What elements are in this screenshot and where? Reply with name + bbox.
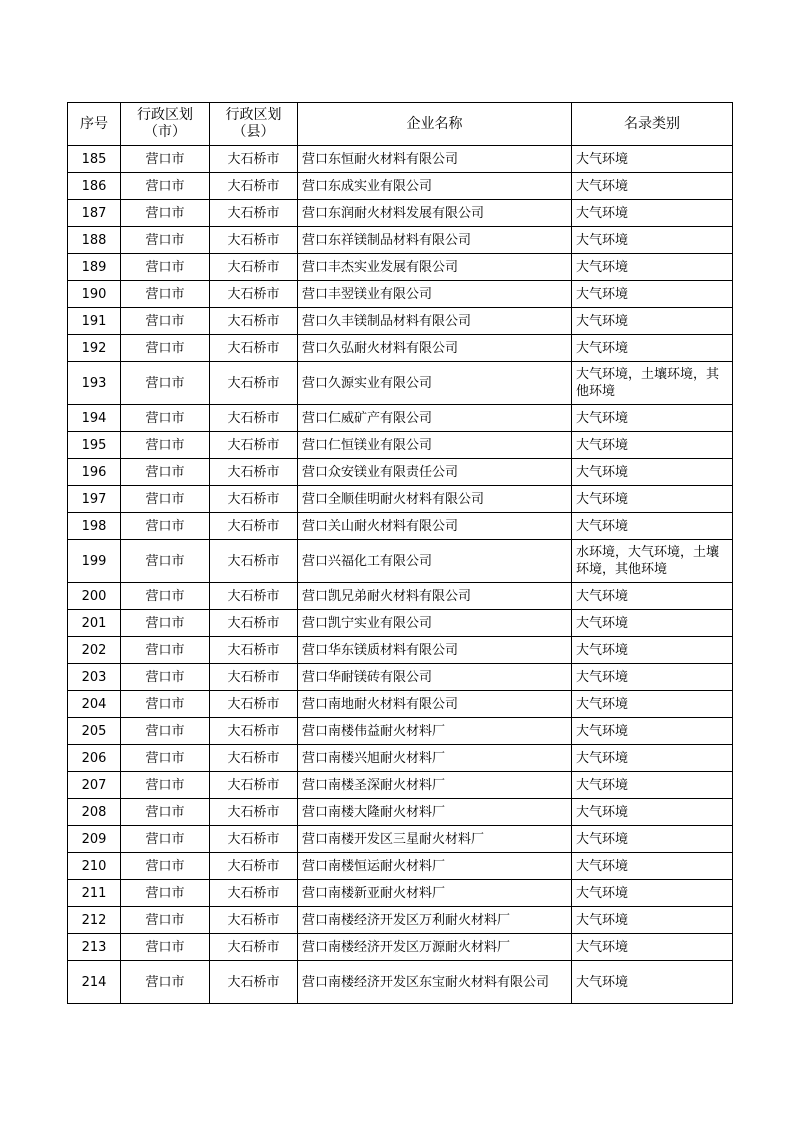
enterprise-name-cell: 营口南地耐火材料有限公司 [298,691,572,718]
serial-number-cell: 186 [68,173,121,200]
serial-number-cell: 199 [68,540,121,583]
admin-city-cell: 营口市 [121,362,210,405]
list-category-cell: 大气环境 [572,281,733,308]
list-category-cell: 大气环境 [572,308,733,335]
admin-county-cell: 大石桥市 [210,799,298,826]
admin-county-cell: 大石桥市 [210,745,298,772]
serial-number-cell: 214 [68,961,121,1004]
serial-number-cell: 201 [68,610,121,637]
table-header-row [68,103,733,146]
admin-city-cell: 营口市 [121,826,210,853]
admin-city-cell: 营口市 [121,227,210,254]
serial-number-cell: 195 [68,432,121,459]
table-row [68,853,733,880]
admin-county-cell: 大石桥市 [210,880,298,907]
admin-city-cell: 营口市 [121,745,210,772]
admin-county-cell: 大石桥市 [210,583,298,610]
list-category-cell: 大气环境 [572,826,733,853]
admin-county-cell: 大石桥市 [210,362,298,405]
enterprise-name-cell: 营口凯宁实业有限公司 [298,610,572,637]
admin-county-cell: 大石桥市 [210,513,298,540]
table-row [68,513,733,540]
admin-county-cell: 大石桥市 [210,432,298,459]
table-row [68,540,733,583]
table-row [68,254,733,281]
table-row [68,772,733,799]
admin-county-cell: 大石桥市 [210,254,298,281]
serial-number-cell: 205 [68,718,121,745]
list-category-cell: 大气环境 [572,227,733,254]
admin-county-cell: 大石桥市 [210,200,298,227]
admin-city-cell: 营口市 [121,907,210,934]
admin-county-cell: 大石桥市 [210,227,298,254]
table-row [68,745,733,772]
serial-number-cell: 190 [68,281,121,308]
admin-county-cell: 大石桥市 [210,772,298,799]
header-admin-county-line1: 行政区划 [225,107,282,123]
serial-number-cell: 187 [68,200,121,227]
admin-county-cell: 大石桥市 [210,610,298,637]
enterprise-name-cell: 营口华东镁质材料有限公司 [298,637,572,664]
admin-city-cell: 营口市 [121,254,210,281]
table-row [68,432,733,459]
admin-county-cell: 大石桥市 [210,308,298,335]
list-category-cell: 大气环境 [572,961,733,1004]
admin-county-cell: 大石桥市 [210,146,298,173]
admin-county-cell: 大石桥市 [210,934,298,961]
table-row [68,227,733,254]
enterprise-name-cell: 营口东恒耐火材料有限公司 [298,146,572,173]
enterprise-name-cell: 营口久源实业有限公司 [298,362,572,405]
table-row [68,664,733,691]
enterprise-name-cell: 营口南楼开发区三星耐火材料厂 [298,826,572,853]
list-category-cell: 大气环境 [572,718,733,745]
list-category-cell: 大气环境 [572,610,733,637]
admin-county-cell: 大石桥市 [210,281,298,308]
admin-city-cell: 营口市 [121,880,210,907]
list-category-cell: 大气环境 [572,335,733,362]
table-body [68,146,733,1004]
serial-number-cell: 189 [68,254,121,281]
serial-number-cell: 207 [68,772,121,799]
list-category-cell: 大气环境 [572,691,733,718]
header-admin-county-line2: （县） [232,124,275,140]
enterprise-name-cell: 营口南楼经济开发区万利耐火材料厂 [298,907,572,934]
admin-county-cell: 大石桥市 [210,173,298,200]
enterprise-name-cell: 营口华耐镁砖有限公司 [298,664,572,691]
serial-number-cell: 197 [68,486,121,513]
table-row [68,907,733,934]
admin-county-cell: 大石桥市 [210,335,298,362]
list-category-cell: 大气环境，土壤环境，其他环境 [572,362,733,405]
serial-number-cell: 206 [68,745,121,772]
enterprise-name-cell: 营口南楼大隆耐火材料厂 [298,799,572,826]
enterprise-name-cell: 营口仁威矿产有限公司 [298,405,572,432]
enterprise-name-cell: 营口东润耐火材料发展有限公司 [298,200,572,227]
admin-county-cell: 大石桥市 [210,691,298,718]
admin-city-cell: 营口市 [121,200,210,227]
admin-city-cell: 营口市 [121,281,210,308]
list-category-cell: 大气环境 [572,799,733,826]
table-row [68,146,733,173]
list-category-cell: 大气环境 [572,745,733,772]
admin-county-cell: 大石桥市 [210,664,298,691]
serial-number-cell: 210 [68,853,121,880]
table-row [68,281,733,308]
admin-city-cell: 营口市 [121,308,210,335]
table-row [68,335,733,362]
enterprise-name-cell: 营口丰翌镁业有限公司 [298,281,572,308]
serial-number-cell: 198 [68,513,121,540]
serial-number-cell: 211 [68,880,121,907]
table-row [68,691,733,718]
table-row [68,486,733,513]
serial-number-cell: 204 [68,691,121,718]
admin-county-cell: 大石桥市 [210,486,298,513]
list-category-cell: 大气环境 [572,405,733,432]
admin-city-cell: 营口市 [121,335,210,362]
admin-city-cell: 营口市 [121,799,210,826]
admin-city-cell: 营口市 [121,772,210,799]
table-row [68,826,733,853]
serial-number-cell: 209 [68,826,121,853]
serial-number-cell: 192 [68,335,121,362]
serial-number-cell: 212 [68,907,121,934]
list-category-cell: 大气环境 [572,173,733,200]
table-row [68,200,733,227]
list-category-cell: 大气环境 [572,254,733,281]
serial-number-cell: 193 [68,362,121,405]
enterprise-name-cell: 营口南楼经济开发区万源耐火材料厂 [298,934,572,961]
admin-city-cell: 营口市 [121,459,210,486]
enterprise-name-cell: 营口仁恒镁业有限公司 [298,432,572,459]
list-category-cell: 大气环境 [572,880,733,907]
admin-county-cell: 大石桥市 [210,637,298,664]
admin-city-cell: 营口市 [121,961,210,1004]
enterprise-name-cell: 营口凯兄弟耐火材料有限公司 [298,583,572,610]
list-category-cell: 大气环境 [572,637,733,664]
admin-county-cell: 大石桥市 [210,459,298,486]
admin-city-cell: 营口市 [121,691,210,718]
serial-number-cell: 200 [68,583,121,610]
admin-county-cell: 大石桥市 [210,961,298,1004]
header-serial-number: 序号 [68,103,121,146]
list-category-cell: 大气环境 [572,907,733,934]
serial-number-cell: 188 [68,227,121,254]
table-row [68,934,733,961]
list-category-cell: 大气环境 [572,432,733,459]
table-row [68,583,733,610]
header-list-category: 名录类别 [572,103,733,146]
serial-number-cell: 203 [68,664,121,691]
admin-city-cell: 营口市 [121,637,210,664]
serial-number-cell: 202 [68,637,121,664]
table-row [68,880,733,907]
serial-number-cell: 194 [68,405,121,432]
serial-number-cell: 185 [68,146,121,173]
table-row [68,799,733,826]
enterprise-name-cell: 营口东祥镁制品材料有限公司 [298,227,572,254]
list-category-cell: 大气环境 [572,853,733,880]
admin-city-cell: 营口市 [121,540,210,583]
table-row [68,173,733,200]
enterprise-name-cell: 营口丰杰实业发展有限公司 [298,254,572,281]
enterprise-name-cell: 营口关山耐火材料有限公司 [298,513,572,540]
admin-city-cell: 营口市 [121,718,210,745]
table-row [68,610,733,637]
list-category-cell: 大气环境 [572,583,733,610]
enterprise-name-cell: 营口南楼新亚耐火材料厂 [298,880,572,907]
enterprise-name-cell: 营口南楼兴旭耐火材料厂 [298,745,572,772]
admin-county-cell: 大石桥市 [210,826,298,853]
enterprise-name-cell: 营口全顺佳明耐火材料有限公司 [298,486,572,513]
header-admin-city-line1: 行政区划 [137,107,193,123]
table-row [68,637,733,664]
table-row [68,459,733,486]
list-category-cell: 大气环境 [572,486,733,513]
header-enterprise-name: 企业名称 [298,103,572,146]
admin-county-cell: 大石桥市 [210,718,298,745]
admin-county-cell: 大石桥市 [210,540,298,583]
enterprise-name-cell: 营口众安镁业有限责任公司 [298,459,572,486]
header-admin-city [121,103,210,146]
serial-number-cell: 196 [68,459,121,486]
admin-city-cell: 营口市 [121,664,210,691]
table-row [68,718,733,745]
list-category-cell: 大气环境 [572,934,733,961]
table-row [68,308,733,335]
list-category-cell: 大气环境 [572,513,733,540]
table-row [68,961,733,1004]
list-category-cell: 大气环境 [572,200,733,227]
serial-number-cell: 213 [68,934,121,961]
admin-city-cell: 营口市 [121,513,210,540]
admin-city-cell: 营口市 [121,486,210,513]
enterprise-name-cell: 营口久丰镁制品材料有限公司 [298,308,572,335]
enterprise-name-cell: 营口南楼圣深耐火材料厂 [298,772,572,799]
header-admin-county [210,103,298,146]
list-category-cell: 水环境，大气环境，土壤环境，其他环境 [572,540,733,583]
list-category-cell: 大气环境 [572,772,733,799]
admin-city-cell: 营口市 [121,173,210,200]
admin-city-cell: 营口市 [121,610,210,637]
enterprise-name-cell: 营口兴福化工有限公司 [298,540,572,583]
document-page [67,102,732,1004]
admin-city-cell: 营口市 [121,934,210,961]
table-row [68,362,733,405]
admin-city-cell: 营口市 [121,583,210,610]
list-category-cell: 大气环境 [572,146,733,173]
list-category-cell: 大气环境 [572,664,733,691]
admin-city-cell: 营口市 [121,432,210,459]
table-row [68,405,733,432]
admin-city-cell: 营口市 [121,405,210,432]
enterprise-name-cell: 营口南楼经济开发区东宝耐火材料有限公司 [298,961,572,1004]
admin-city-cell: 营口市 [121,853,210,880]
enterprise-name-cell: 营口久弘耐火材料有限公司 [298,335,572,362]
list-category-cell: 大气环境 [572,459,733,486]
enterprise-name-cell: 营口南楼伟益耐火材料厂 [298,718,572,745]
serial-number-cell: 191 [68,308,121,335]
enterprise-roster-table [67,102,733,1004]
admin-county-cell: 大石桥市 [210,405,298,432]
serial-number-cell: 208 [68,799,121,826]
header-admin-city-line2: （市） [144,124,186,140]
admin-county-cell: 大石桥市 [210,907,298,934]
enterprise-name-cell: 营口南楼恒运耐火材料厂 [298,853,572,880]
admin-county-cell: 大石桥市 [210,853,298,880]
admin-city-cell: 营口市 [121,146,210,173]
enterprise-name-cell: 营口东成实业有限公司 [298,173,572,200]
